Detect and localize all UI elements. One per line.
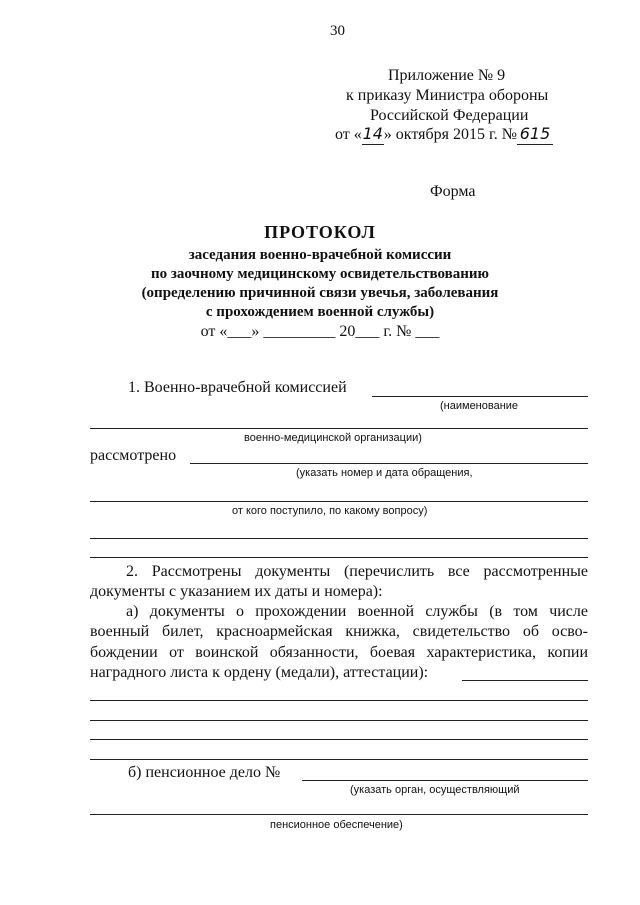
blank-line-2[interactable] <box>90 557 588 558</box>
hint-pension-organ: (указать орган, осуществляющий <box>350 784 520 796</box>
section1-label: 1. Военно-врачебной комиссией <box>128 379 347 396</box>
section2-para1-line2: документы с указанием их даты и номера): <box>90 583 383 600</box>
documents-line-1[interactable] <box>90 700 588 701</box>
appendix-line-3: Российской Федерации <box>370 107 529 124</box>
protocol-subtitle-3: (определению причинной связи увечья, заболевания <box>141 285 499 301</box>
protocol-date-line: от «___» _________ 20___ г. № ___ <box>200 323 440 340</box>
protocol-title: ПРОТОКОЛ <box>264 222 376 242</box>
handwritten-order-number: 615 <box>517 124 553 145</box>
hint-request-source: от кого поступило, по какому вопросу) <box>232 505 428 517</box>
pension-number-line[interactable] <box>302 780 588 781</box>
appendix-line-2: к приказу Министра обороны <box>346 87 549 104</box>
reviewed-line[interactable] <box>190 463 588 464</box>
protocol-subtitle-2: по заочному медицинскому освидетельствованию <box>151 266 489 282</box>
pension-organ-line[interactable] <box>90 814 588 815</box>
date-prefix: от « <box>335 126 362 143</box>
commission-name-line[interactable] <box>372 396 588 397</box>
request-source-line[interactable] <box>90 501 588 502</box>
protocol-subtitle-1: заседания военно-врачебной комиссии <box>188 247 452 263</box>
hint-name: (наименование <box>440 400 519 412</box>
section2-a-line2: военный билет, красноармейская книжка, свидетельство об осво- <box>90 623 588 640</box>
appendix-date-line <box>335 124 553 145</box>
page-number: 30 <box>330 23 345 39</box>
section2-a-line1: а) документы о прохождении военной службы (в том числе <box>126 603 588 620</box>
date-middle: » октября 2015 г. № <box>383 126 518 143</box>
medical-org-line[interactable] <box>90 428 588 429</box>
hint-request-number: (указать номер и дата обращения, <box>296 467 473 479</box>
documents-line-3[interactable] <box>90 739 588 740</box>
hint-pension-provision: пенсионное обеспечение) <box>270 819 403 831</box>
section2-a-line4: наградного листа к ордену (медали), аттестации): <box>90 664 429 681</box>
section2-a-line3: бождении от воинской обязанности, боевая характеристика, копии <box>90 644 588 661</box>
pension-label: б) пенсионное дело № <box>128 764 281 781</box>
form-label: Форма <box>430 183 476 200</box>
attestation-line[interactable] <box>462 680 588 681</box>
protocol-subtitle-4: с прохождением военной службы) <box>205 304 435 320</box>
handwritten-day: 14 <box>362 124 383 143</box>
documents-line-4[interactable] <box>90 759 588 760</box>
hint-medical-org: военно-медицинской организации) <box>244 432 422 444</box>
documents-line-2[interactable] <box>90 720 588 721</box>
blank-line-1[interactable] <box>90 538 588 539</box>
appendix-line-1: Приложение № 9 <box>388 67 506 84</box>
reviewed-label: рассмотрено <box>90 447 177 464</box>
section2-para1-line1: 2. Рассмотрены документы (перечислить все рассмотренные <box>126 563 588 580</box>
